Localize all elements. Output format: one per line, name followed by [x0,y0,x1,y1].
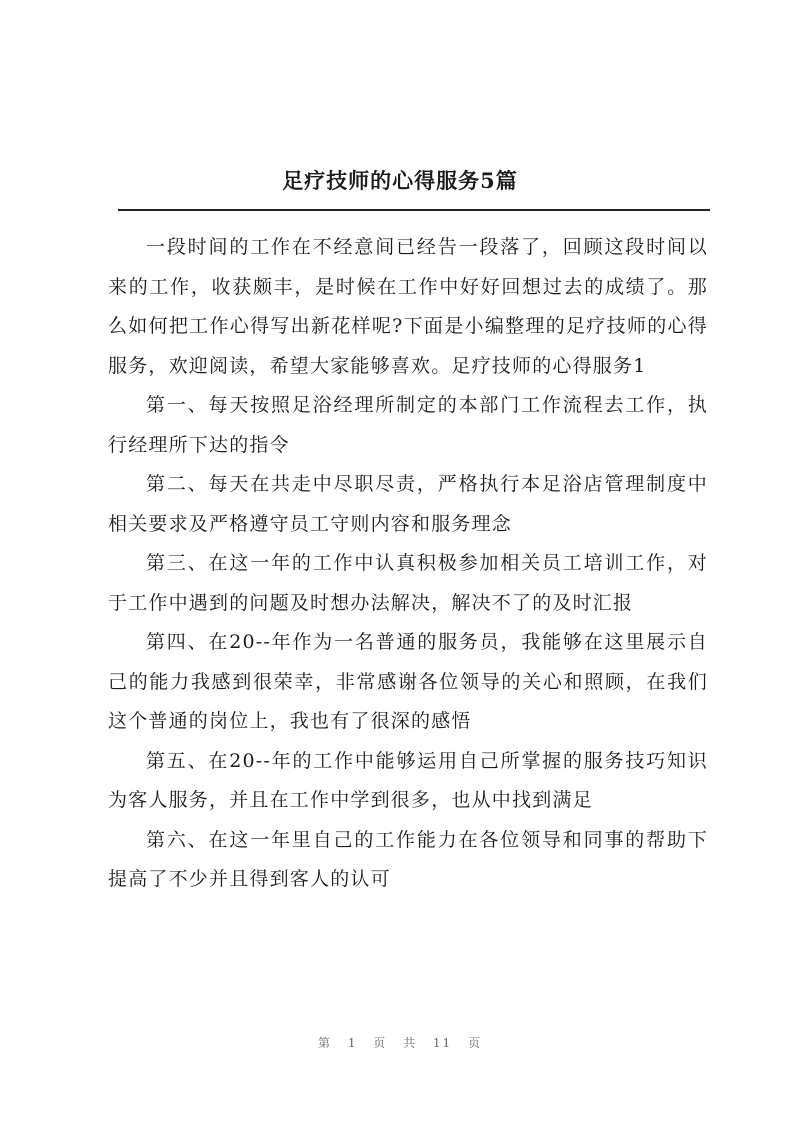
title-divider [118,209,710,211]
paragraph-intro: 一段时间的工作在不经意间已经告一段落了，回顾这段时间以来的工作，收获颇丰，是时候在工作中好好回想过去的成绩了。那么如何把工作心得写出新花样呢?下面是小编整理的足疗技师的心得服务，欢迎阅读，希望大家能够喜欢。足疗技师的心得服务1 [108,236,708,377]
paragraph-item-6: 第六、在这一年里自己的工作能力在各位领导和同事的帮助下提高了不少并且得到客人的认可 [108,828,708,890]
page-number-footer: 第 1 页 共 11 页 [318,1036,482,1050]
document-body [108,228,708,900]
paragraph-item-2: 第二、每天在共走中尽职尽责，严格执行本足浴店管理制度中相关要求及严格遵守员工守则内容和服务理念 [108,473,708,535]
paragraph-item-4: 第四、在20--年作为一名普通的服务员，我能够在这里展示自己的能力我感到很荣幸，非常感谢各位领导的关心和照顾，在我们这个普通的岗位上，我也有了很深的感悟 [108,631,708,732]
document-title: 足疗技师的心得服务5篇 [282,168,518,193]
paragraph-item-3: 第三、在这一年的工作中认真积极参加相关员工培训工作，对于工作中遇到的问题及时想办法解决，解决不了的及时汇报 [108,552,708,614]
paragraph-item-1: 第一、每天按照足浴经理所制定的本部门工作流程去工作，执行经理所下达的指令 [108,394,708,456]
paragraph-item-5: 第五、在20--年的工作中能够运用自己所掌握的服务技巧知识为客人服务，并且在工作中学到很多，也从中找到满足 [108,749,708,811]
